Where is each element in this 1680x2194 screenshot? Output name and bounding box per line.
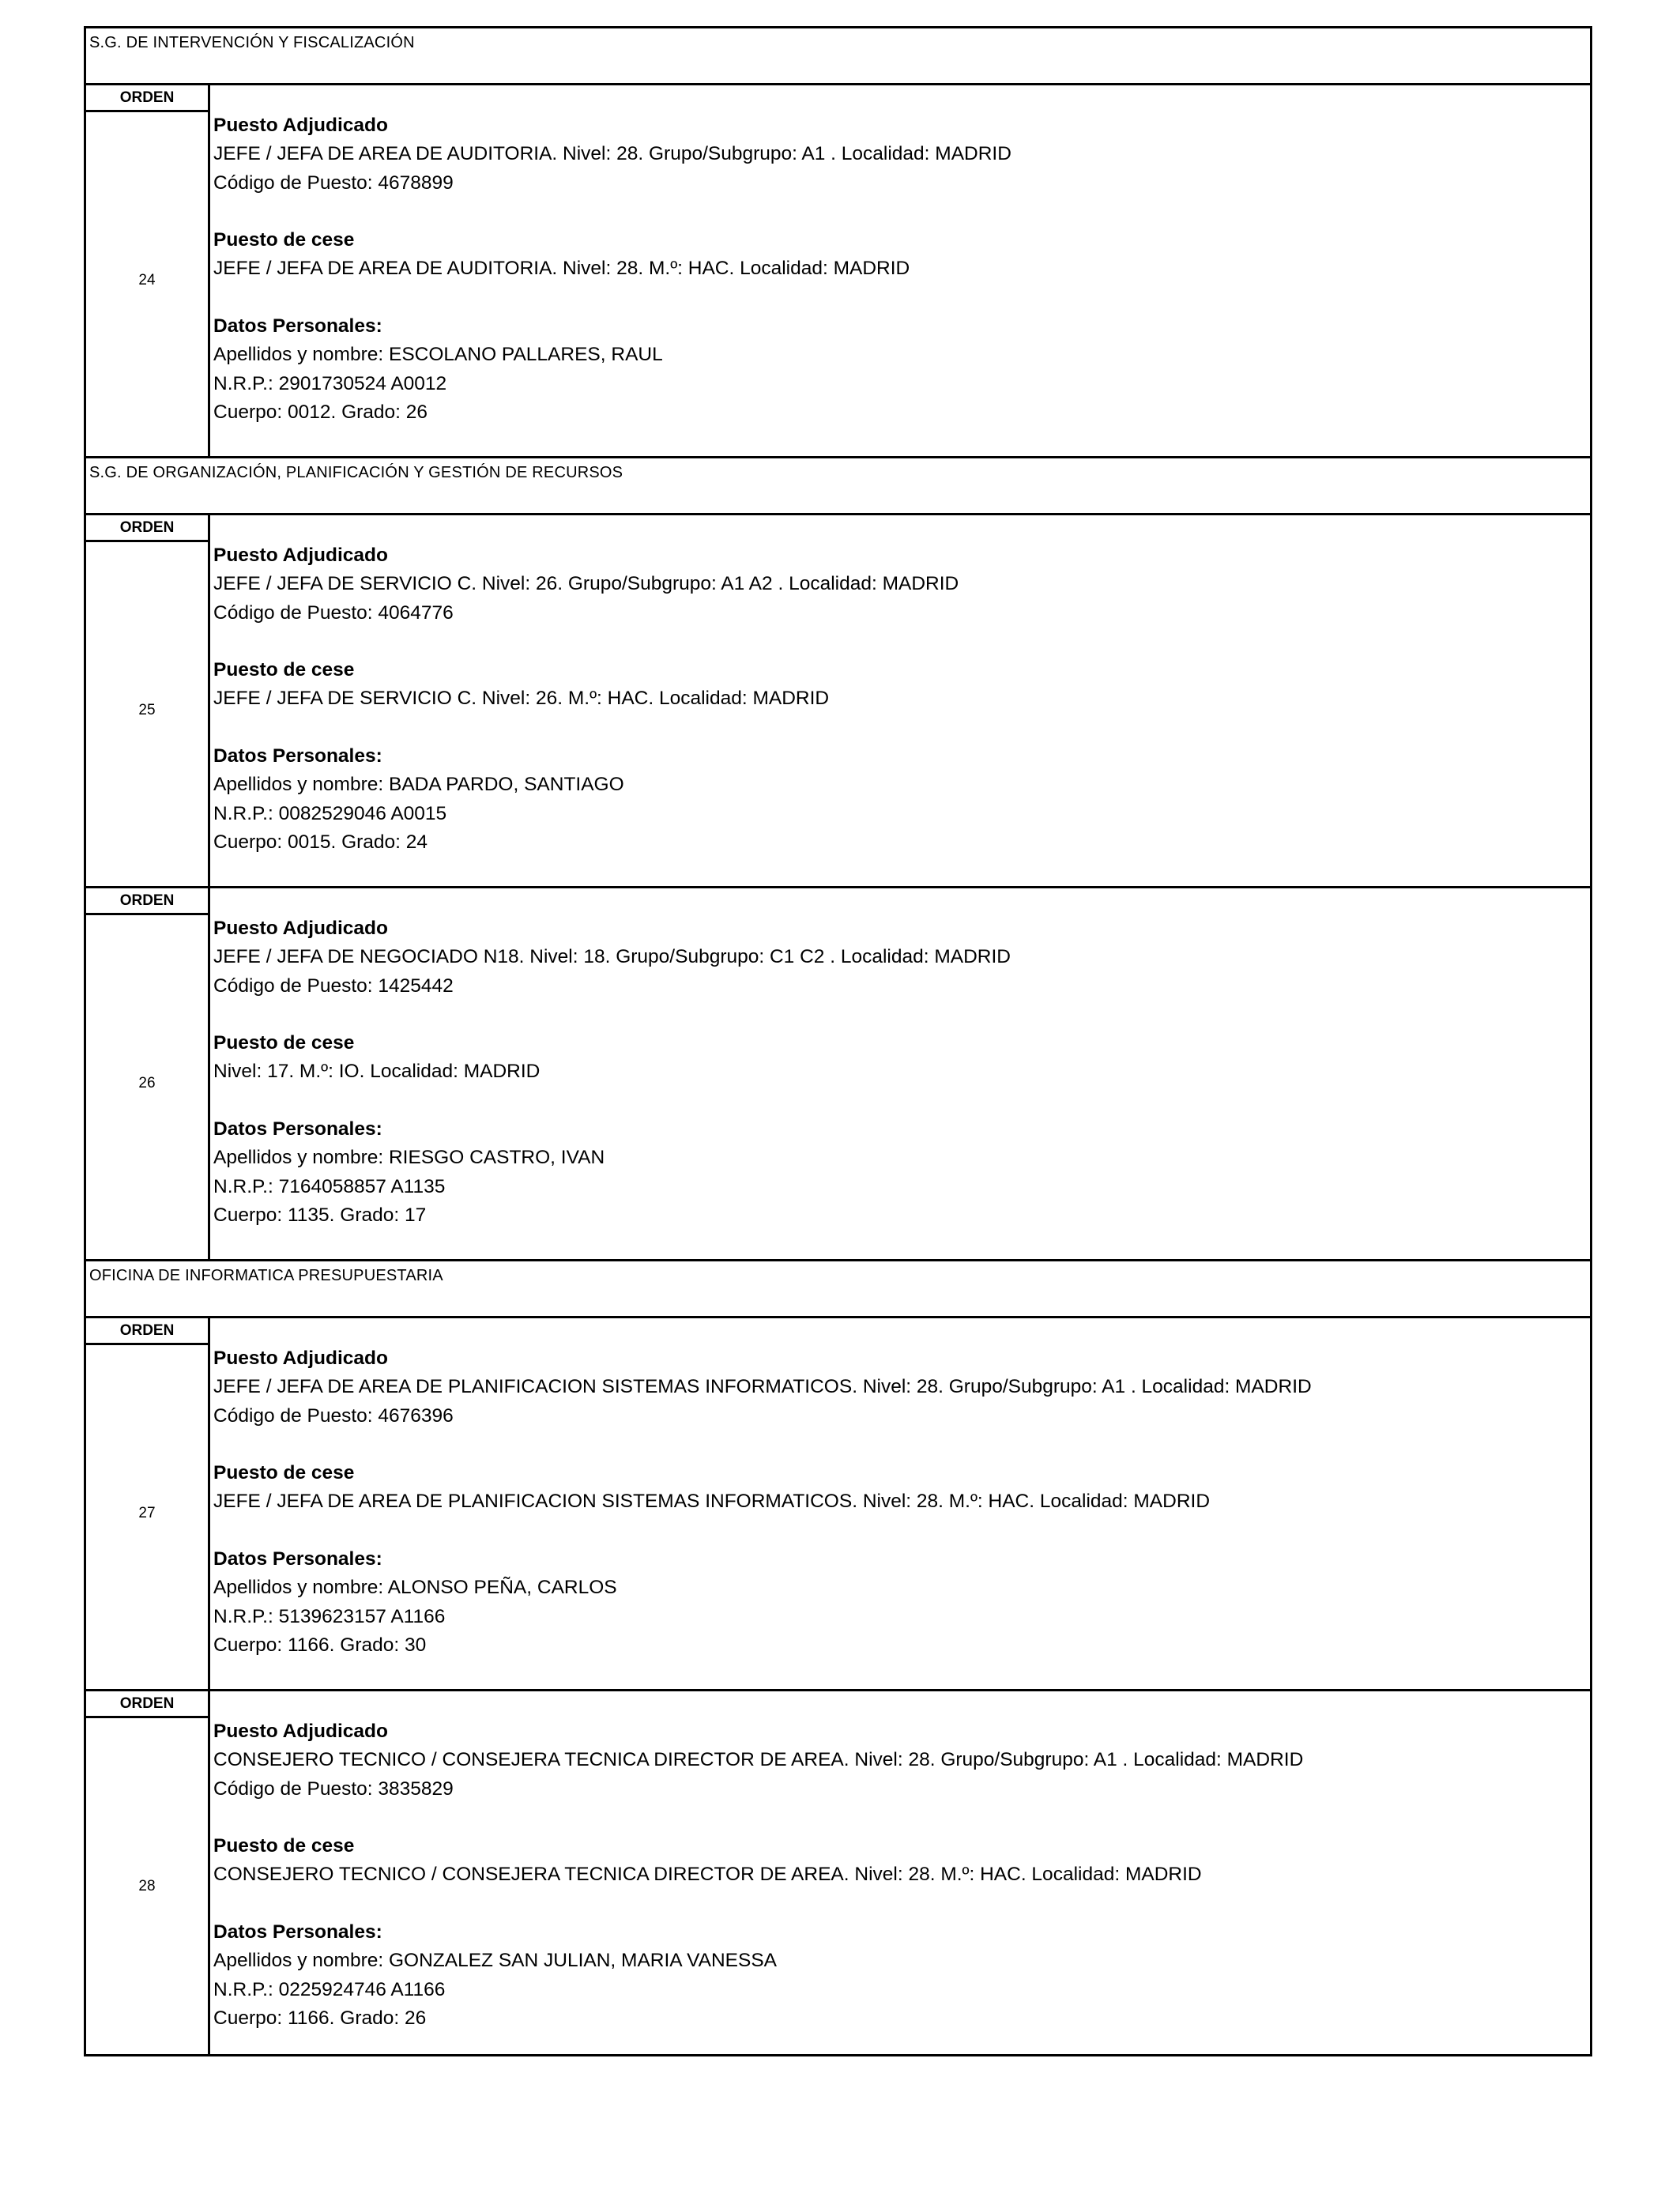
heading-adjudicado: Puesto Adjudicado (213, 1348, 388, 1369)
nrp: N.R.P.: 5139623157 A1166 (213, 1605, 446, 1627)
record-content (210, 85, 1590, 456)
record-content (210, 515, 1590, 886)
heading-cese: Puesto de cese (213, 659, 355, 681)
record-content (210, 888, 1590, 1259)
section-header (84, 456, 1592, 513)
puesto-adjudicado: JEFE / JEFA DE AREA DE PLANIFICACION SISTEMAS INFORMATICOS. Nivel: 28. Grupo/Subgrupo: A1 . Localidad: MADRID (213, 1376, 1312, 1398)
section-header (84, 1259, 1592, 1316)
cuerpo-grado: Cuerpo: 1166. Grado: 30 (213, 1634, 427, 1656)
heading-personales: Datos Personales: (213, 1921, 382, 1943)
puesto-adjudicado: JEFE / JEFA DE AREA DE AUDITORIA. Nivel: 28. Grupo/Subgrupo: A1 . Localidad: MADRID (213, 143, 1011, 165)
nrp: N.R.P.: 0225924746 A1166 (213, 1978, 446, 2000)
orden-column (86, 888, 210, 1259)
puesto-adjudicado: CONSEJERO TECNICO / CONSEJERA TECNICA DIRECTOR DE AREA. Nivel: 28. Grupo/Subgrupo: A1 . Localidad: MADRID (213, 1749, 1304, 1771)
apellidos-nombre: Apellidos y nombre: BADA PARDO, SANTIAGO (213, 774, 624, 796)
section-header (84, 26, 1592, 83)
apellidos-nombre: Apellidos y nombre: RIESGO CASTRO, IVAN (213, 1147, 605, 1169)
orden-label: ORDEN (86, 1318, 208, 1345)
record-row (84, 83, 1592, 456)
apellidos-nombre: Apellidos y nombre: GONZALEZ SAN JULIAN, MARIA VANESSA (213, 1950, 778, 1972)
orden-label: ORDEN (86, 85, 208, 112)
cuerpo-grado: Cuerpo: 1135. Grado: 17 (213, 1204, 427, 1226)
heading-personales: Datos Personales: (213, 1548, 382, 1570)
orden-number: 26 (138, 1075, 156, 1091)
nrp: N.R.P.: 0082529046 A0015 (213, 802, 447, 824)
orden-column (86, 85, 210, 456)
orden-number: 27 (138, 1505, 156, 1521)
heading-cese: Puesto de cese (213, 1462, 355, 1484)
heading-personales: Datos Personales: (213, 1118, 382, 1140)
codigo-puesto: Código de Puesto: 4678899 (213, 172, 454, 194)
heading-adjudicado: Puesto Adjudicado (213, 918, 388, 939)
section-title: OFICINA DE INFORMATICA PRESUPUESTARIA (89, 1267, 443, 1284)
cuerpo-grado: Cuerpo: 1166. Grado: 26 (213, 2007, 427, 2029)
apellidos-nombre: Apellidos y nombre: ALONSO PEÑA, CARLOS (213, 1577, 617, 1599)
orden-label: ORDEN (86, 515, 208, 542)
heading-adjudicado: Puesto Adjudicado (213, 115, 388, 136)
record-content (210, 1691, 1590, 2054)
record-row (84, 1689, 1592, 2056)
heading-personales: Datos Personales: (213, 315, 382, 337)
heading-personales: Datos Personales: (213, 745, 382, 767)
puesto-cese: JEFE / JEFA DE AREA DE AUDITORIA. Nivel: 28. M.º: HAC. Localidad: MADRID (213, 258, 910, 280)
orden-column (86, 1691, 210, 2054)
puesto-cese: JEFE / JEFA DE AREA DE PLANIFICACION SISTEMAS INFORMATICOS. Nivel: 28. M.º: HAC. Localidad: MADRID (213, 1491, 1211, 1513)
puesto-adjudicado: JEFE / JEFA DE NEGOCIADO N18. Nivel: 18. Grupo/Subgrupo: C1 C2 . Localidad: MADRID (213, 946, 1011, 968)
puesto-cese: JEFE / JEFA DE SERVICIO C. Nivel: 26. M.º: HAC. Localidad: MADRID (213, 688, 830, 710)
puesto-adjudicado: JEFE / JEFA DE SERVICIO C. Nivel: 26. Grupo/Subgrupo: A1 A2 . Localidad: MADRID (213, 573, 959, 595)
codigo-puesto: Código de Puesto: 3835829 (213, 1777, 454, 1800)
codigo-puesto: Código de Puesto: 4064776 (213, 601, 454, 624)
section-title: S.G. DE INTERVENCIÓN Y FISCALIZACIÓN (89, 34, 415, 51)
orden-label: ORDEN (86, 1691, 208, 1718)
heading-cese: Puesto de cese (213, 1835, 355, 1857)
codigo-puesto: Código de Puesto: 1425442 (213, 974, 454, 997)
nrp: N.R.P.: 2901730524 A0012 (213, 372, 447, 394)
heading-adjudicado: Puesto Adjudicado (213, 545, 388, 566)
record-row (84, 513, 1592, 886)
heading-cese: Puesto de cese (213, 229, 355, 251)
orden-label: ORDEN (86, 888, 208, 915)
apellidos-nombre: Apellidos y nombre: ESCOLANO PALLARES, RAUL (213, 344, 663, 366)
cuerpo-grado: Cuerpo: 0012. Grado: 26 (213, 401, 428, 423)
orden-number: 28 (138, 1878, 156, 1894)
record-row (84, 886, 1592, 1259)
codigo-puesto: Código de Puesto: 4676396 (213, 1404, 454, 1427)
orden-number: 24 (138, 272, 156, 288)
orden-column (86, 1318, 210, 1689)
nrp: N.R.P.: 7164058857 A1135 (213, 1175, 446, 1197)
cuerpo-grado: Cuerpo: 0015. Grado: 24 (213, 831, 428, 853)
heading-adjudicado: Puesto Adjudicado (213, 1721, 388, 1742)
record-row (84, 1316, 1592, 1689)
puesto-cese: CONSEJERO TECNICO / CONSEJERA TECNICA DIRECTOR DE AREA. Nivel: 28. M.º: HAC. Localidad: MADRID (213, 1864, 1202, 1886)
section-title: S.G. DE ORGANIZACIÓN, PLANIFICACIÓN Y GESTIÓN DE RECURSOS (89, 464, 623, 481)
orden-number: 25 (138, 702, 156, 718)
record-content (210, 1318, 1590, 1689)
orden-column (86, 515, 210, 886)
heading-cese: Puesto de cese (213, 1032, 355, 1054)
document-table (84, 26, 1592, 2056)
puesto-cese: Nivel: 17. M.º: IO. Localidad: MADRID (213, 1061, 541, 1083)
